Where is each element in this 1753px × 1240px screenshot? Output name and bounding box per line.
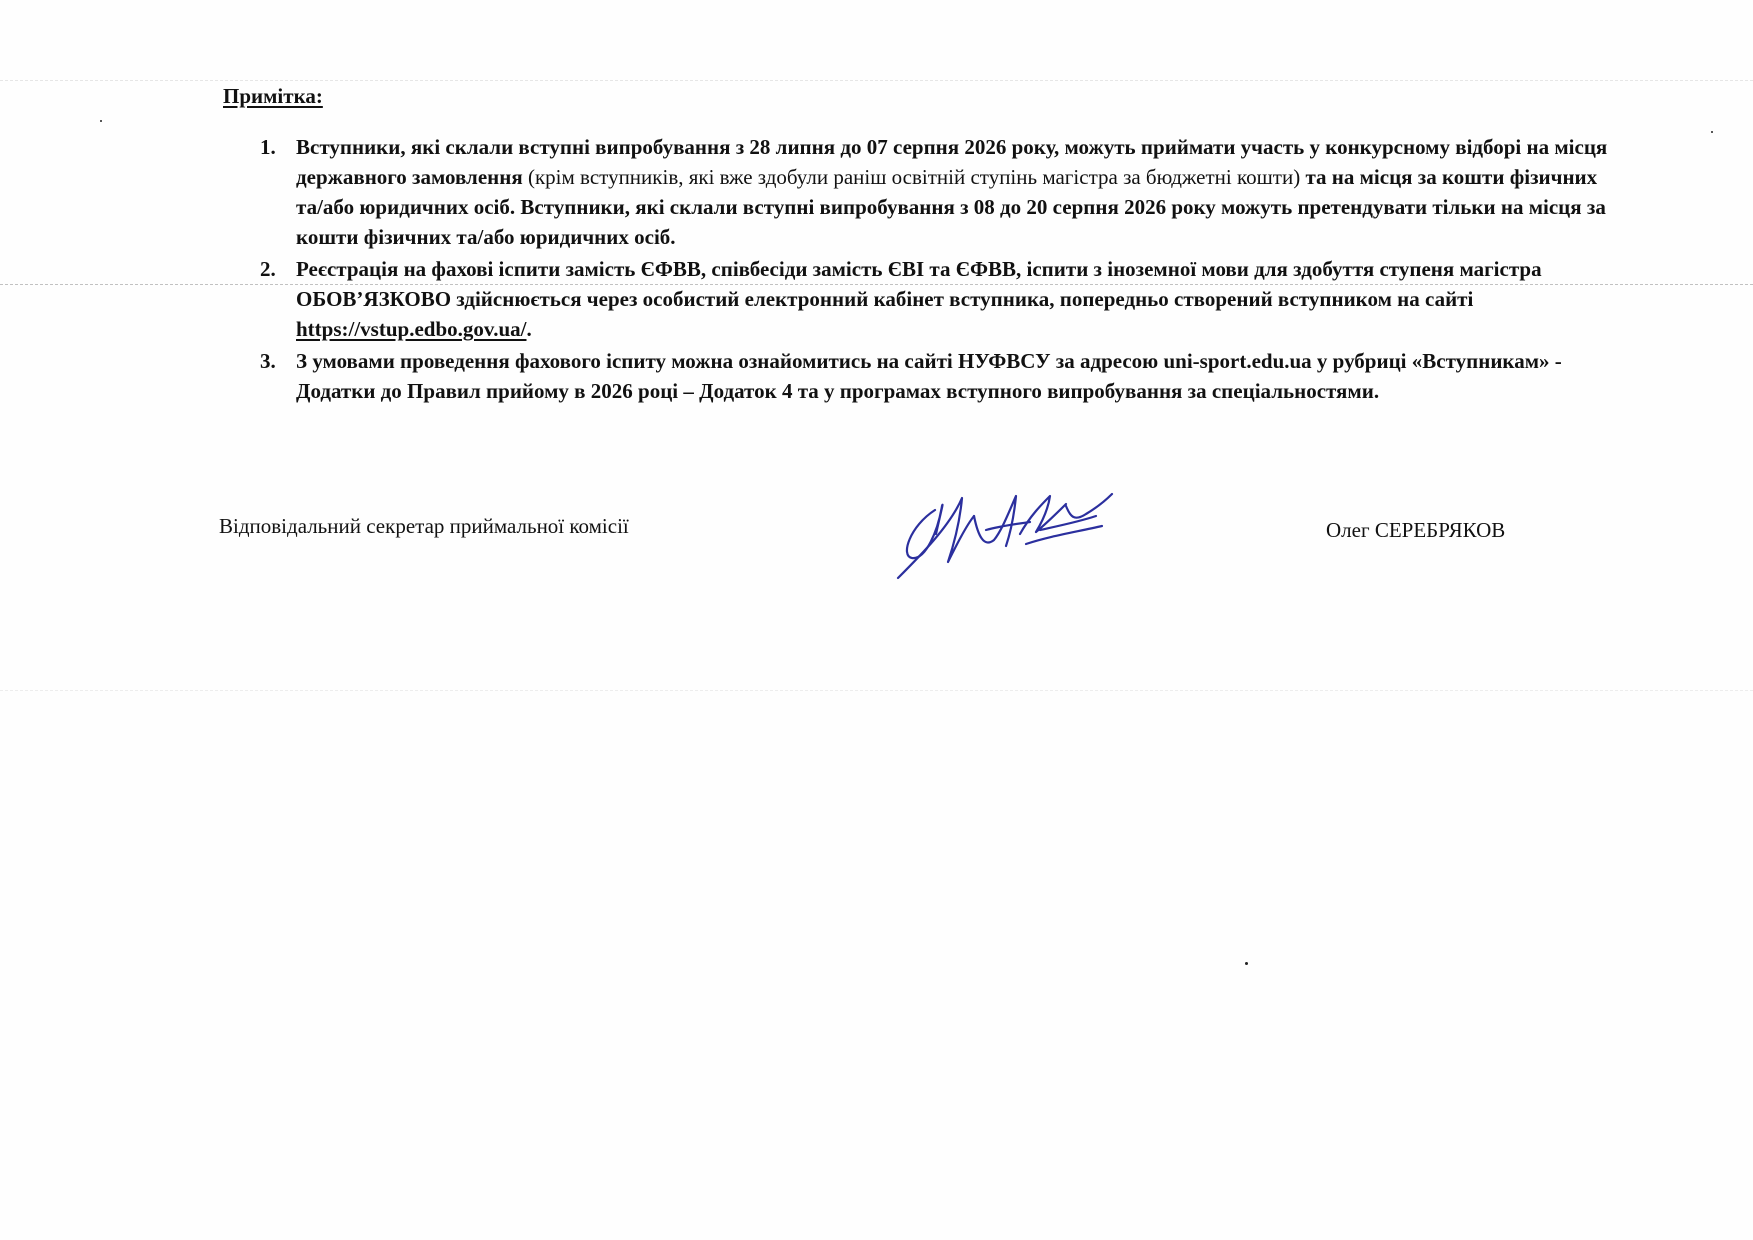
edbo-link[interactable]: https://vstup.edbo.gov.ua/ xyxy=(296,317,527,341)
note-item-2 xyxy=(240,254,1620,344)
note-item-number: 1. xyxy=(260,135,276,159)
note-item-text-regular: (крім вступників, які вже здобули раніш освітній ступінь магістра за бюджетні кошти) xyxy=(522,165,1306,189)
note-item-text-bold: . xyxy=(526,317,532,341)
note-item-text-bold: та на місця за кошти фізичних та/або юридичних осіб. Вступники, які склали вступні випробування з 08 до 20 серпня 2026 року можуть претендувати тільки на місця за кошти фізичних та/або юридичних осіб. xyxy=(296,165,1606,249)
note-item-1 xyxy=(240,132,1620,252)
signatory-role: Відповідальний секретар приймальної комісії xyxy=(219,514,629,538)
notes-list xyxy=(240,132,1620,408)
handwritten-signature xyxy=(890,486,1120,586)
scan-artifact-line xyxy=(0,80,1753,81)
scan-speck xyxy=(1711,131,1713,133)
note-item-text-bold: Реєстрація на фахові іспити замість ЄФВВ, співбесіди замість ЄВІ та ЄФВВ, іспити з іноземної мови для здобуття ступеня магістра ОБОВ’ЯЗКОВО здійснюється через особистий електронний кабінет вступника, попередньо створений вступником на сайті xyxy=(296,257,1542,311)
note-heading: Примітка: xyxy=(223,84,323,108)
note-item-3 xyxy=(240,346,1620,406)
scan-speck xyxy=(100,120,102,122)
note-item-number: 2. xyxy=(260,257,276,281)
note-item-text-bold: Вступники, які склали вступні випробування з 28 липня до 07 серпня 2026 року, можуть приймати участь у конкурсному відборі на місця державного замовлення xyxy=(296,135,1608,189)
signatory-name: Олег СЕРЕБРЯКОВ xyxy=(1326,518,1506,542)
scan-speck xyxy=(1245,962,1248,965)
note-item-text-bold: З умовами проведення фахового іспиту можна ознайомитись на сайті НУФВСУ за адресою uni-sport.edu.ua у рубриці «Вступникам» - Додатки до Правил прийому в 2026 році – Додаток 4 та у програмах вступного випробування за спеціальностями. xyxy=(296,349,1562,403)
note-item-number: 3. xyxy=(260,349,276,373)
scan-artifact-line xyxy=(0,690,1753,691)
